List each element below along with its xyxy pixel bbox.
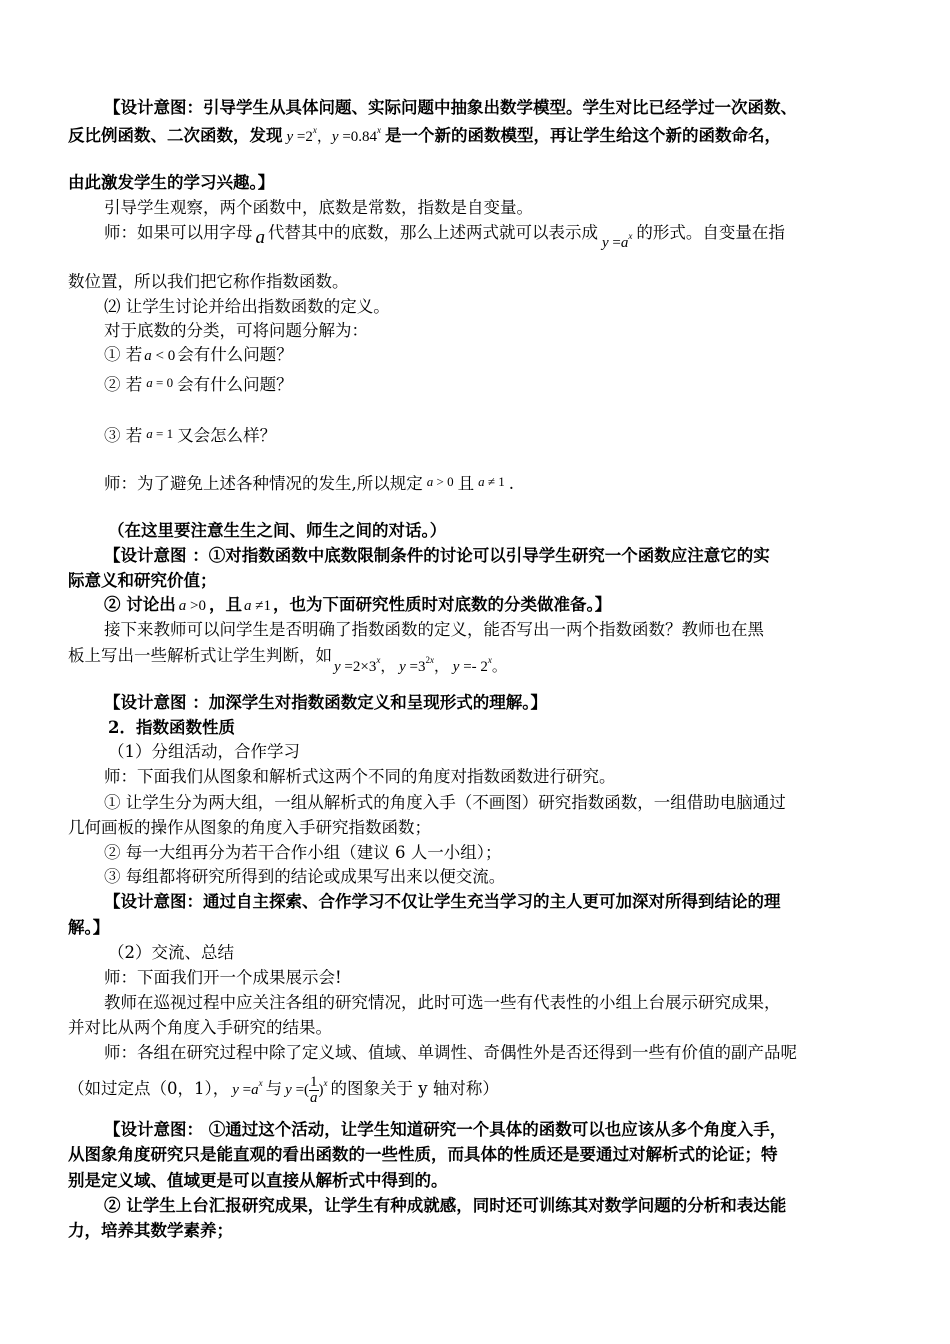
teacher-remark-5-line-1: 师：各组在研究过程中除了定义域、值域、单调性、奇偶性外是否还得到一些有价值的副产品呢 [104, 1043, 797, 1062]
teacher-remark-5-line-2: （如过定点（0，1）， $y =a^x$ 与 y =( $\frac{1}{a}$ )$^x$ 的图象关于 y 轴对称） [68, 1074, 499, 1106]
subsection-group-activity: （1）分组活动，合作学习 [108, 742, 300, 761]
classification-intro: 对于底数的分类，可将问题分解为： [104, 321, 368, 340]
design-intent-1-line-2: 反比例函数、二次函数，发现 $y =2^x$，$y =0.84^x$ 是一个新的函数模型，再让学生给这个新的函数命名， [68, 125, 782, 145]
subsection-exchange-summary: （2）交流、总结 [108, 943, 234, 962]
question-1: ① 若 a < 0 会有什么问题？ [104, 345, 293, 364]
design-intent-4-line-2: 解。】 [68, 918, 110, 937]
design-intent-1-line-3: 由此激发学生的学习兴趣。】 [68, 173, 275, 192]
design-intent-5-line-3: 别是定义域、值域更是可以直接从解析式中得到的。 [68, 1171, 448, 1190]
activity-step-1-line-1: ① 让学生分为两大组，一组从解析式的角度入手（不画图）研究指数函数，一组借助电脑通过 [104, 793, 786, 812]
design-intent-5-line-1: 【设计意图： ①通过这个活动，让学生知道研究一个具体的函数可以也应该从多个角度入手， [104, 1120, 787, 1139]
activity-step-1-line-2: 几何画板的操作从图象的角度入手研究指数函数； [68, 818, 431, 837]
activity-step-2: ② 每一大组再分为若干合作小组（建议 6 人一小组）； [104, 843, 502, 862]
teacher-remark-2: 师：为了避免上述各种情况的发生,所以规定 a > 0 且 a ≠ 1 . [104, 474, 514, 493]
discussion-item: ⑵ 让学生讨论并给出指数函数的定义。 [104, 297, 390, 316]
design-intent-4-line-1: 【设计意图：通过自主探索、合作学习不仅让学生充当学习的主人更可加深对所得到结论的理 [104, 892, 781, 911]
teacher-remark-4: 师：下面我们开一个成果展示会! [104, 968, 342, 987]
teacher-observation-line-1: 教师在巡视过程中应关注各组的研究情况，此时可选一些有代表性的小组上台展示研究成果， [104, 993, 781, 1012]
dialogue-note: （在这里要注意生生之间、师生之间的对话。） [108, 521, 447, 540]
observation-paragraph: 引导学生观察，两个函数中，底数是常数，指数是自变量。 [104, 198, 533, 217]
question-2: ② 若 a = 0 会有什么问题？ [104, 375, 293, 394]
design-intent-3: 【设计意图 ：加深学生对指数函数定义和呈现形式的理解。】 [104, 693, 547, 712]
section-heading-properties: 2．指数函数性质 [108, 718, 235, 737]
design-intent-1-line-1: 【设计意图：引导学生从具体问题、实际问题中抽象出数学模型。学生对比已经学过一次函数、 [104, 98, 797, 117]
teacher-remark-1-line-2: 数位置，所以我们把它称作指数函数。 [68, 272, 349, 291]
design-intent-5-line-5: 力，培养其数学素养； [68, 1221, 233, 1240]
design-intent-5-line-2: 从图象角度研究只是能直观的看出函数的一些性质，而具体的性质还是要通过对解析式的论证；特 [68, 1145, 778, 1164]
design-intent-2-line-2: 际意义和研究价值； [68, 571, 217, 590]
design-intent-2-line-1: 【设计意图 ：①对指数函数中底数限制条件的讨论可以引导学生研究一个函数应注意它的实 [104, 546, 770, 565]
activity-step-3: ③ 每组都将研究所得到的结论或成果写出来以便交流。 [104, 867, 506, 886]
examples-paragraph-line-2: 板上写出一些解析式让学生判断，如$y =2\times 3^x$， $y =3^{2x}$， y =- 2$^x$。 [68, 646, 507, 675]
design-intent-5-line-4: ② 让学生上台汇报研究成果，让学生有种成就感，同时还可训练其对数学问题的分析和表达能 [104, 1196, 787, 1215]
question-3: ③ 若 a = 1 又会怎么样？ [104, 426, 277, 445]
teacher-remark-3: 师：下面我们从图象和解析式这两个不同的角度对指数函数进行研究。 [104, 767, 616, 786]
design-intent-2-line-3: ② 讨论出 a >0 ，且 a ≠1 ，也为下面研究性质时对底数的分类做准备。】 [104, 595, 612, 614]
examples-paragraph-line-1: 接下来教师可以问学生是否明确了指数函数的定义，能否写出一两个指数函数？教师也在黑 [104, 620, 764, 639]
teacher-remark-1-line-1: 师：如果可以用字母 a 代替其中的底数，那么上述两式就可以表示成$y =a^x$ 的形式。自变量在指 [104, 223, 785, 251]
teacher-observation-line-2: 并对比从两个角度入手研究的结果。 [68, 1018, 332, 1037]
